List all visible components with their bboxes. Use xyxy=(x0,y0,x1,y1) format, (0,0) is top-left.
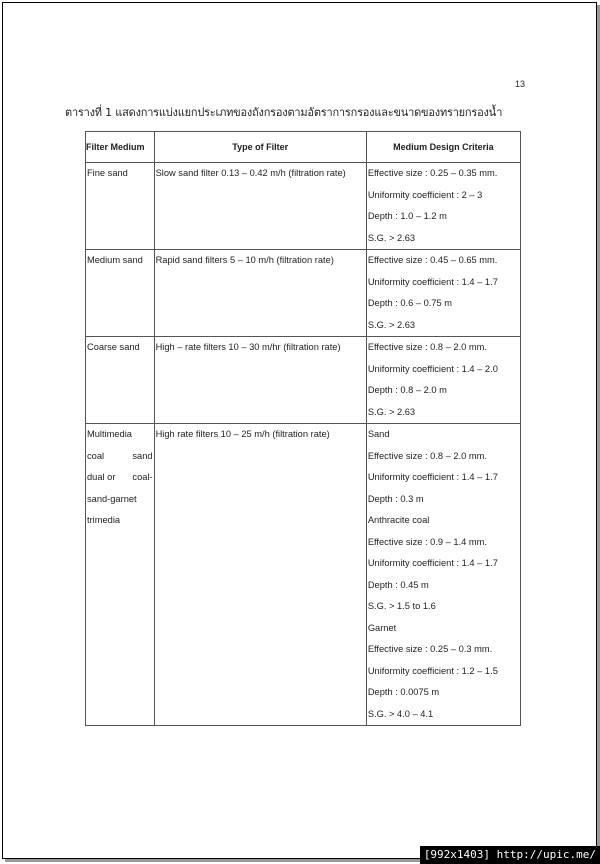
filter-table xyxy=(85,131,521,726)
design-criteria-line: S.G. > 2.63 xyxy=(367,232,416,243)
design-criteria-line: Garnet xyxy=(367,622,397,633)
design-criteria-cell xyxy=(366,250,520,337)
page-frame xyxy=(2,2,597,859)
header-filter-medium: Filter Medium xyxy=(86,132,155,163)
filter-medium-text: sand-garnet xyxy=(87,493,137,504)
design-criteria-line: S.G. > 2.63 xyxy=(367,319,416,330)
filter-medium-cell xyxy=(86,250,155,337)
design-criteria-line: Uniformity coefficient : 1.2 – 1.5 xyxy=(367,665,498,676)
header-type-of-filter: Type of Filter xyxy=(154,132,366,163)
design-criteria-line: Uniformity coefficient : 1.4 – 2.0 xyxy=(367,363,498,374)
header-medium-design-criteria: Medium Design Criteria xyxy=(366,132,520,163)
filter-medium-text xyxy=(86,467,154,489)
filter-medium-cell xyxy=(86,337,155,424)
design-criteria-line: Effective size : 0.45 – 0.65 mm. xyxy=(367,255,498,265)
design-criteria-line: Effective size : 0.25 – 0.35 mm. xyxy=(367,168,498,178)
design-criteria-line: Uniformity coefficient : 2 – 3 xyxy=(367,189,483,200)
design-criteria-line: Uniformity coefficient : 1.4 – 1.7 xyxy=(367,472,498,482)
design-criteria-cell xyxy=(366,337,520,424)
table-body xyxy=(86,163,521,726)
filter-type-cell xyxy=(154,337,366,424)
filter-medium-cell xyxy=(86,163,155,250)
design-criteria-line: S.G. > 4.0 – 4.1 xyxy=(367,708,434,719)
table-row xyxy=(86,337,521,424)
footer-badge: [992x1403] http://upic.me/ xyxy=(420,846,600,864)
design-criteria-cell xyxy=(366,163,520,250)
design-criteria-line: Depth : 0.3 m xyxy=(367,493,424,504)
filter-type-cell xyxy=(154,424,366,726)
design-criteria-line: Uniformity coefficient : 1.4 – 1.7 xyxy=(367,558,498,568)
design-criteria-line: S.G. > 2.63 xyxy=(367,406,416,417)
table-header-row xyxy=(86,132,521,163)
filter-medium-word: dual or xyxy=(87,472,116,482)
design-criteria-line: Uniformity coefficient : 1.4 – 1.7 xyxy=(367,276,498,287)
design-criteria-line: Sand xyxy=(367,429,390,439)
filter-medium-text xyxy=(86,446,154,468)
design-criteria-line: S.G. > 1.5 to 1.6 xyxy=(367,601,436,611)
filter-medium-text: Coarse sand xyxy=(87,342,140,352)
filter-medium-text: Medium sand xyxy=(87,255,143,265)
design-criteria-line: Depth : 0.8 – 2.0 m xyxy=(367,385,447,395)
design-criteria-line: Effective size : 0.25 – 0.3 mm. xyxy=(367,644,493,654)
table-row xyxy=(86,424,521,726)
table-row xyxy=(86,163,521,250)
filter-type-cell xyxy=(154,250,366,337)
design-criteria-line: Effective size : 0.8 – 2.0 mm. xyxy=(367,450,488,461)
design-criteria-cell xyxy=(366,424,520,726)
design-criteria-line: Depth : 0.6 – 0.75 m xyxy=(367,298,453,308)
design-criteria-line: Effective size : 0.9 – 1.4 mm. xyxy=(367,536,488,547)
design-criteria-line: Depth : 0.45 m xyxy=(367,579,429,590)
filter-medium-text: Fine sand xyxy=(87,168,128,178)
design-criteria-line: Anthracite coal xyxy=(367,515,430,525)
filter-type-text: High – rate filters 10 – 30 m/hr (filtration rate) xyxy=(155,342,341,352)
design-criteria-line: Depth : 0.0075 m xyxy=(367,687,440,697)
filter-type-cell xyxy=(154,163,366,250)
design-criteria-line: Effective size : 0.8 – 2.0 mm. xyxy=(367,342,488,352)
filter-medium-word: coal xyxy=(87,450,105,461)
page-number: 13 xyxy=(514,79,525,89)
filter-medium-word: coal- xyxy=(132,472,153,482)
table-row xyxy=(86,250,521,337)
filter-medium-word: sand xyxy=(132,450,153,461)
filter-type-text: Rapid sand filters 5 – 10 m/h (filtration rate) xyxy=(155,255,334,265)
table-caption: ตารางที่ 1 แสดงการแบ่งแยกประเภทของถังกรองตามอัตราการกรองและขนาดของทรายกรองน้ำ xyxy=(65,106,503,119)
filter-type-text: High rate filters 10 – 25 m/h (filtration rate) xyxy=(155,429,330,439)
filter-type-text: Slow sand filter 0.13 – 0.42 m/h (filtration rate) xyxy=(155,168,346,178)
design-criteria-line: Depth : 1.0 – 1.2 m xyxy=(367,211,447,221)
filter-medium-text: trimedia xyxy=(87,515,121,525)
filter-medium-text: Multimedia xyxy=(87,429,132,439)
filter-medium-cell xyxy=(86,424,155,726)
